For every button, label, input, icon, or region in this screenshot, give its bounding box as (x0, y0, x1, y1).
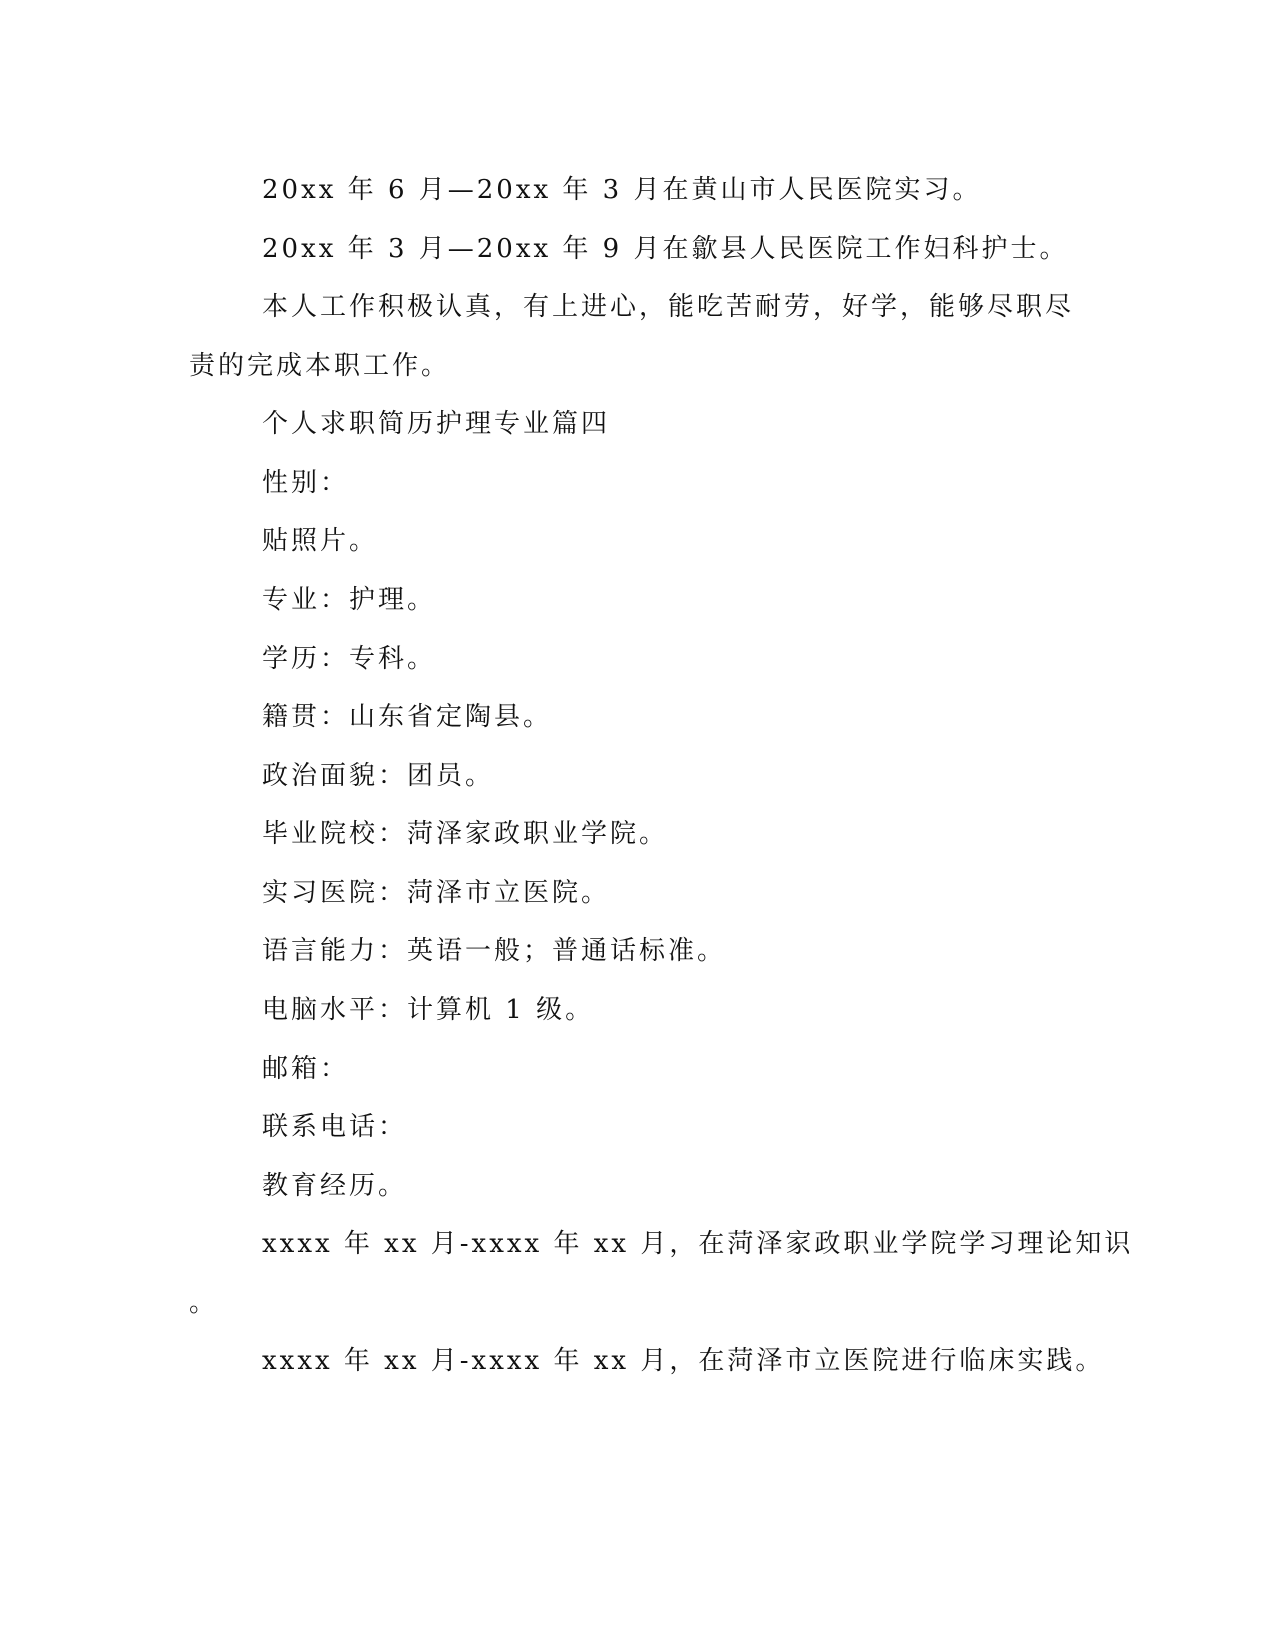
political-status-field: 政治面貌：团员。 (262, 761, 495, 791)
language-ability-field: 语言能力：英语一般；普通话标准。 (262, 936, 727, 966)
graduate-school-field: 毕业院校：菏泽家政职业学院。 (262, 819, 669, 849)
phone-field: 联系电话： (262, 1112, 408, 1142)
section-heading: 个人求职简历护理专业篇四 (262, 409, 611, 439)
native-place-field: 籍贯：山东省定陶县。 (262, 702, 553, 732)
education-entry-1: xxxx 年 xx 月-xxxx 年 xx 月，在菏泽家政职业学院学习理论知识 (262, 1229, 1134, 1259)
gender-field: 性别： (262, 468, 350, 498)
internship-line: 20xx 年 6 月—20xx 年 3 月在黄山市人民医院实习。 (262, 175, 982, 205)
email-field: 邮箱： (262, 1054, 350, 1084)
internship-hospital-field: 实习医院：菏泽市立医院。 (262, 878, 611, 908)
education-entry-1-continuation: 。 (189, 1288, 219, 1318)
computer-skill-field: 电脑水平：计算机 1 级。 (262, 995, 595, 1025)
self-evaluation-line-2: 责的完成本职工作。 (189, 351, 451, 381)
photo-placeholder: 贴照片。 (262, 526, 379, 556)
education-level-field: 学历：专科。 (262, 644, 437, 674)
education-history-heading: 教育经历。 (262, 1171, 408, 1201)
education-entry-2: xxxx 年 xx 月-xxxx 年 xx 月，在菏泽市立医院进行临床实践。 (262, 1346, 1105, 1376)
major-field: 专业：护理。 (262, 585, 437, 615)
self-evaluation-line-1: 本人工作积极认真，有上进心，能吃苦耐劳，好学，能够尽职尽 (262, 292, 1075, 322)
work-experience-line: 20xx 年 3 月—20xx 年 9 月在歙县人民医院工作妇科护士。 (262, 234, 1069, 264)
